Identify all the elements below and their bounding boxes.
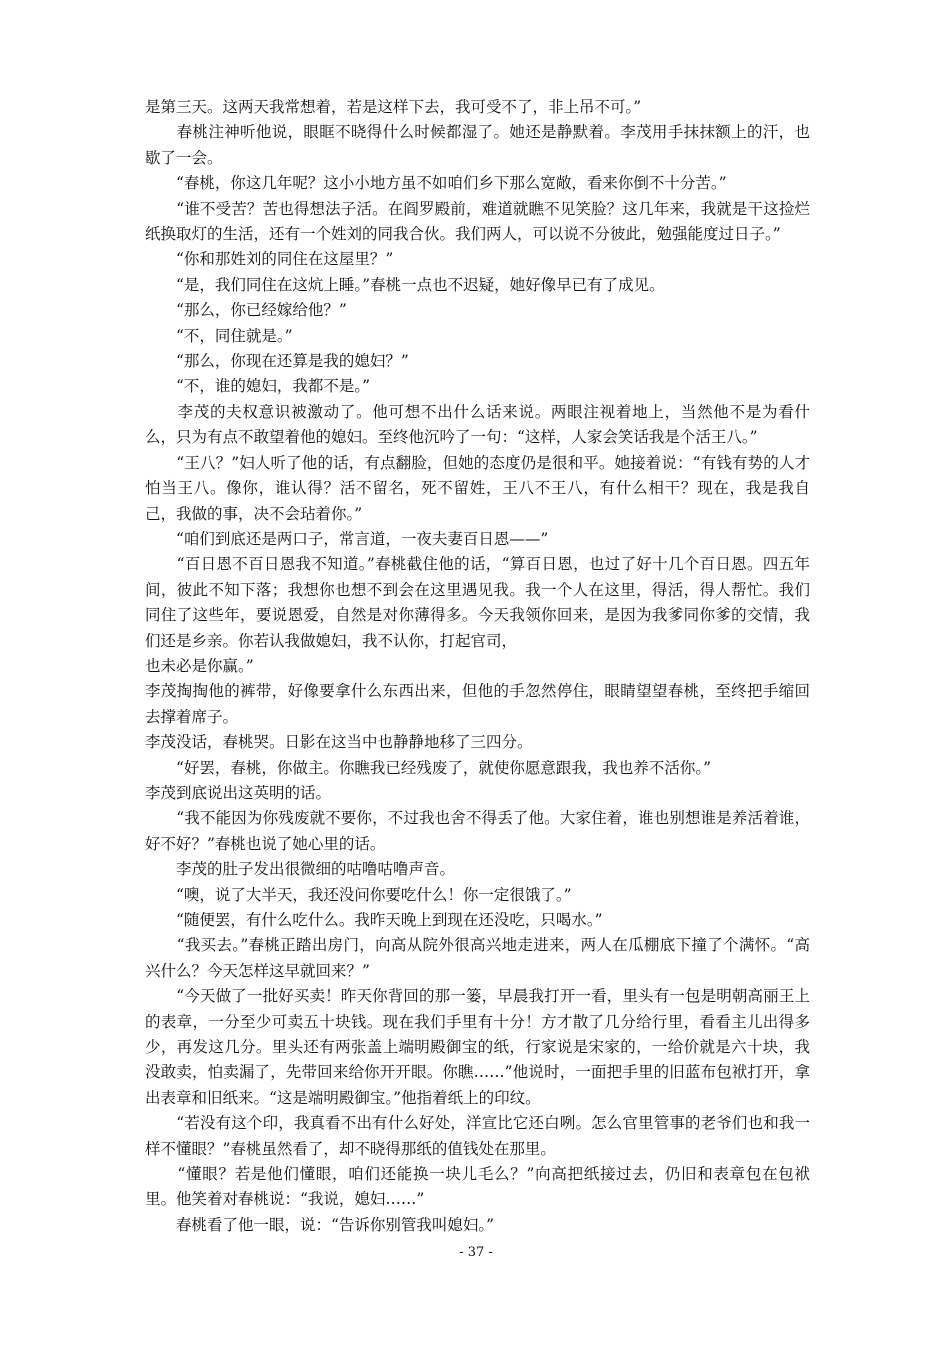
- paragraph: 李茂的夫权意识被激动了。他可想不出什么话来说。两眼注视着地上，当然他不是为看什么，只为有点不敢望着他的媳妇。至终他沉吟了一句：“这样，人家会笑话我是个活王八。”: [145, 402, 810, 447]
- body-text: [145, 95, 810, 1238]
- paragraph: 也未必是你赢。”: [145, 656, 254, 675]
- paragraph: “我不能因为你残废就不要你，不过我也舍不得丢了他。大家住着，谁也别想谁是养活着谁，好不好？”春桃也说了她心里的话。: [145, 809, 810, 853]
- paragraph: 是第三天。这两天我常想着，若是这样下去，我可受不了，非上吊不可。”: [145, 98, 642, 116]
- paragraph: “谁不受苦？苦也得想法子活。在阎罗殿前，难道就瞧不见笑脸？这几年来，我就是干这捡烂纸换取灯的生活，还有一个姓刘的同我合伙。我们两人，可以说不分彼此，勉强能度过日子。”: [145, 199, 810, 244]
- paragraph: “那么，你已经嫁给他？”: [145, 301, 347, 320]
- paragraph: “你和那姓刘的同住在这屋里？”: [145, 250, 394, 269]
- paragraph: “那么，你现在还算是我的媳妇？”: [145, 352, 409, 371]
- paragraph: “咱们到底还是两口子，常言道，一夜夫妻百日恩——”: [145, 529, 549, 548]
- paragraph: “百日恩不百日恩我不知道。”春桃截住他的话，“算百日恩，也过了好十几个百日恩。四五年间，彼此不知下落；我想你也想不到会在这里遇见我。我一个人在这里，得活，得人帮忙。我们同住了这些年，要说恩爱，自然是对你薄得多。今天我领你回来，是因为我爹同你爹的交情，我们还是乡亲。你若认我做媳妇，我不认你，打起官司，: [145, 555, 810, 650]
- paragraph: “噢，说了大半天，我还没问你要吃什么！你一定很饿了。”: [145, 885, 572, 904]
- paragraph: “王八？”妇人听了他的话，有点翻脸，但她的态度仍是很和平。她接着说：“有钱有势的人才怕当王八。像你，谁认得？活不留名，死不留姓，王八不王八，有什么相干？现在，我是我自己，我做的事，决不会玷着你。”: [145, 453, 810, 523]
- paragraph: “随便罢，有什么吃什么。我昨天晚上到现在还没吃，只喝水。”: [145, 911, 603, 929]
- page-number: - 37 -: [459, 1245, 493, 1260]
- paragraph: 李茂到底说出这英明的话。: [145, 783, 332, 802]
- paragraph: “春桃，你这几年呢？这小小地方虽不如咱们乡下那么宽敞，看来你倒不十分苦。”: [145, 174, 727, 193]
- paragraph: 李茂的肚子发出很微细的咕噜咕噜声音。: [145, 860, 456, 879]
- paragraph: 李茂没话，春桃哭。日影在这当中也静静地移了三四分。: [145, 733, 533, 752]
- paragraph: “懂眼？若是他们懂眼，咱们还能换一块儿毛么？”向高把纸接过去，仍旧和表章包在包袱里。他笑着对春桃说：“我说，媳妇……”: [145, 1165, 810, 1209]
- paragraph: “好罢，春桃，你做主。你瞧我已经残废了，就使你愿意跟我，我也养不活你。”: [145, 758, 712, 777]
- paragraph: “不，同住就是。”: [145, 326, 293, 345]
- paragraph: “若没有这个印，我真看不出有什么好处，洋宣比它还白咧。怎么官里管事的老爷们也和我一样不懂眼？”春桃虽然看了，却不晓得那纸的值钱处在那里。: [145, 1114, 810, 1158]
- paragraph: 春桃看了他一眼，说：“告诉你别管我叫媳妇。”: [145, 1215, 495, 1234]
- paragraph: 春桃注神听他说，眼眶不晓得什么时候都湿了。她还是静默着。李茂用手抹抹额上的汗，也歇了一会。: [145, 123, 810, 167]
- paragraph: “今天做了一批好买卖！昨天你背回的那一篓，早晨我打开一看，里头有一包是明朝高丽王上的表章，一分至少可卖五十块钱。现在我们手里有十分！方才散了几分给行里，看看主儿出得多少，再发这几分。里头还有两张盖上端明殿御宝的纸，行家说是宋家的，一给价就是六十块，我没敢卖，怕卖漏了，先带回来给你开开眼。你瞧……”他说时，一面把手里的旧蓝布包袱打开，拿出表章和旧纸来。“这是端明殿御宝。”他指着纸上的印纹。: [145, 987, 810, 1107]
- paragraph: “我买去。”春桃正踏出房门，向高从院外很高兴地走进来，两人在瓜棚底下撞了个满怀。“高兴什么？今天怎样这早就回来？”: [145, 936, 810, 980]
- paragraph: 李茂掏掏他的裤带，好像要拿什么东西出来，但他的手忽然停住，眼睛望望春桃，至终把手缩回去撑着席子。: [145, 682, 810, 726]
- paragraph: “不，谁的媳妇，我都不是。”: [145, 377, 371, 396]
- paragraph: “是，我们同住在这炕上睡。”春桃一点也不迟疑，她好像早已有了成见。: [145, 275, 665, 294]
